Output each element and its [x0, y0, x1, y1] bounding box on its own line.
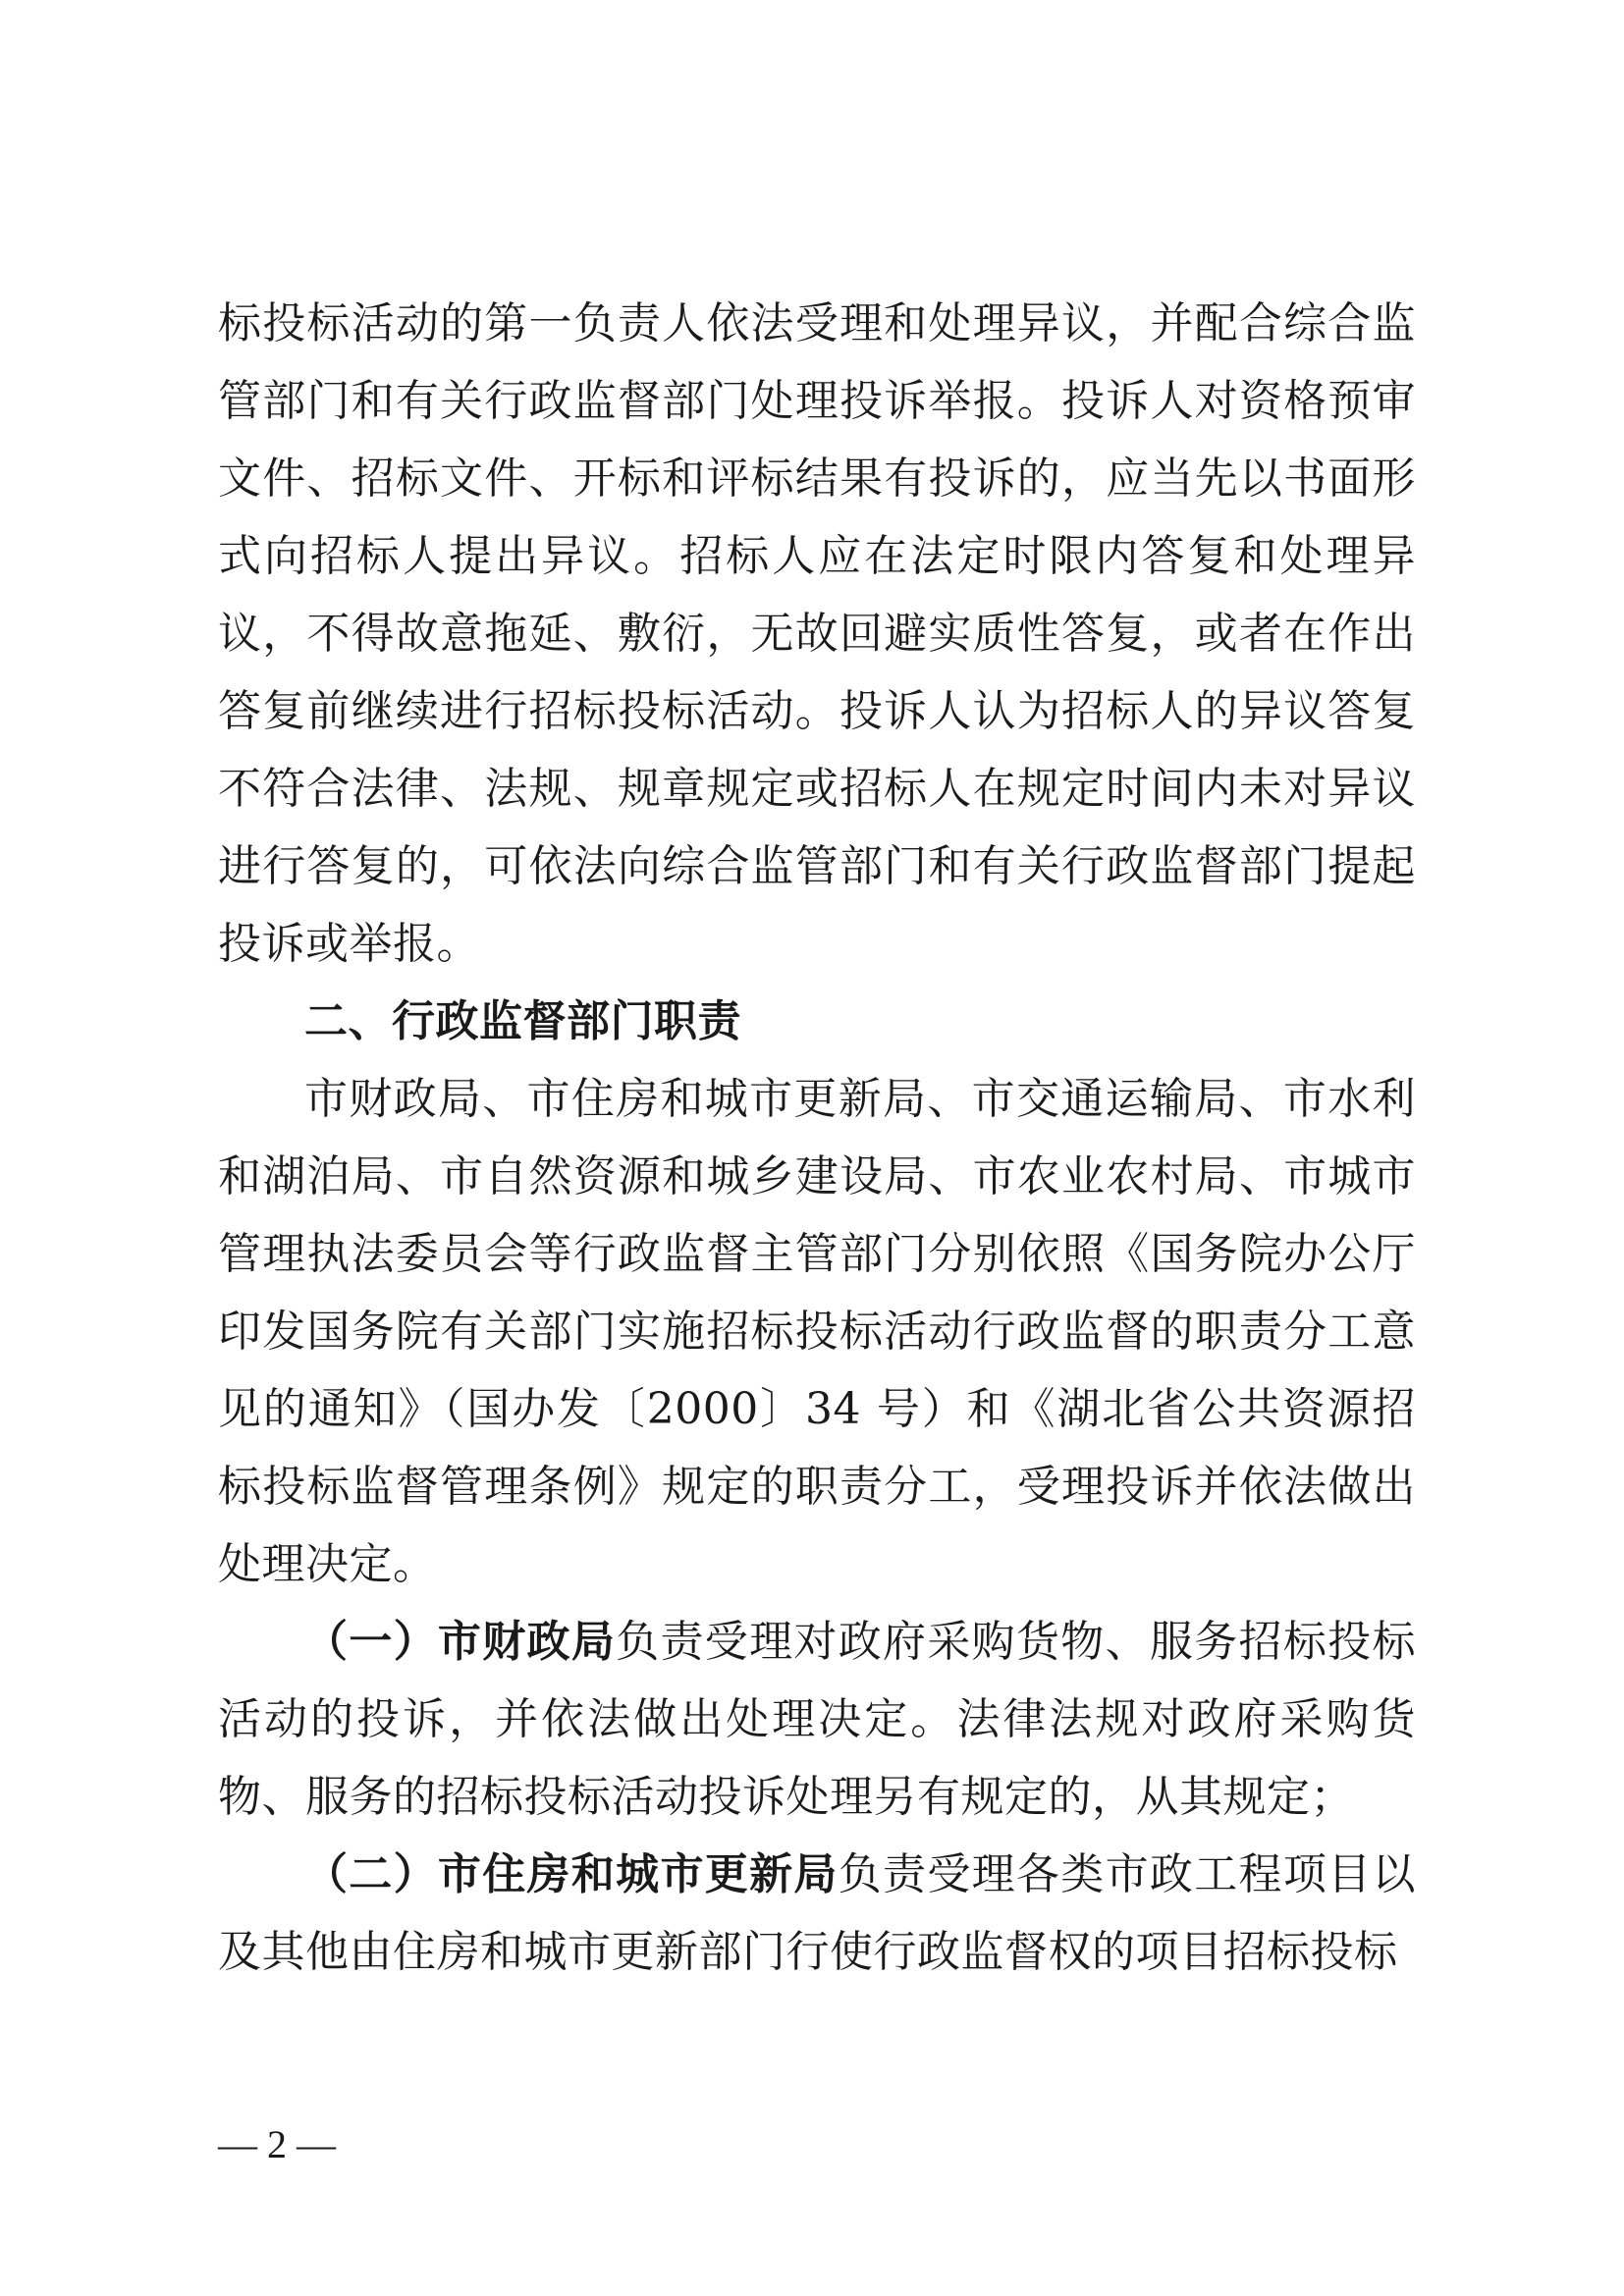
- section-heading: 二、行政监督部门职责: [304, 996, 741, 1046]
- item-1-label: （一）市财政局: [304, 1617, 617, 1667]
- section-intro-paragraph: 市财政局、市住房和城市更新局、市交通运输局、市水利和湖泊局、市自然资源和城乡建设局、市农业农村局、市城市管理执法委员会等行政监督主管部门分别依照《国务院办公厅印发国务院有关部门实施招标投标活动行政监督的职责分工意见的通知》（国办发〔2000〕34 号）和《湖北省公共资源招标投标监督管理条例》规定的职责分工，受理投诉并依法做出处理决定。: [218, 1074, 1416, 1589]
- page-number: — 2 —: [218, 2122, 336, 2166]
- body-text: [218, 285, 1416, 1991]
- item-2-paragraph: [218, 1836, 1416, 1991]
- item-2-label: （二）市住房和城市更新局: [304, 1849, 839, 1899]
- item-1-paragraph: [218, 1603, 1416, 1836]
- paragraph-continuation: 标投标活动的第一负责人依法受理和处理异议，并配合综合监管部门和有关行政监督部门处理投诉举报。投诉人对资格预审文件、招标文件、开标和评标结果有投诉的，应当先以书面形式向招标人提出异议。招标人应在法定时限内答复和处理异议，不得故意拖延、敷衍，无故回避实质性答复，或者在作出答复前继续进行招标投标活动。投诉人认为招标人的异议答复不符合法律、法规、规章规定或招标人在规定时间内未对异议进行答复的，可依法向综合监管部门和有关行政监督部门提起投诉或举报。: [218, 298, 1416, 969]
- item-1-text: 负责受理对政府采购货物、服务招标投标活动的投诉，并依法做出处理决定。法律法规对政府采购货物、服务的招标投标活动投诉处理另有规定的，从其规定；: [218, 1617, 1416, 1822]
- item-2-text: 负责受理各类市政工程项目以及其他由住房和城市更新部门行使行政监督权的项目招标投标: [218, 1849, 1416, 1977]
